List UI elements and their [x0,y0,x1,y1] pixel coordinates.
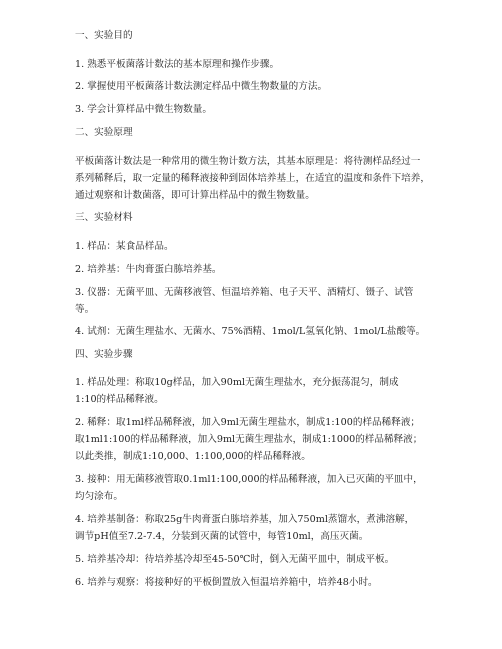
list-item: 2. 培养基：牛肉膏蛋白胨培养基。 [75,264,222,275]
list-item: 1. 样品处理：称取10g样品，加入90ml无菌生理盐水，充分振荡混匀，制成 [75,377,399,388]
paragraph-line: 平板菌落计数法是一种常用的微生物计数方法，其基本原理是：将待测样品经过一 [75,156,421,167]
list-item: 2. 稀释：取1ml样品稀释液，加入9ml无菌生理盐水，制成1:100的样品稀释液； [75,417,421,428]
section-heading-purpose: 一、实验目的 [75,30,133,41]
list-item: 2. 掌握使用平板菌落计数法测定样品中微生物数量的方法。 [75,81,328,92]
list-item-continuation: 以此类推，制成1:10,000、1:100,000的样品稀释液。 [75,451,311,462]
list-item: 4. 试剂：无菌生理盐水、无菌水、75%酒精、1mol/L氢氧化钠、1mol/L盐酸等。 [75,326,426,337]
section-heading-materials: 三、实验材料 [75,212,133,223]
list-item-continuation: 调节pH值至7.2-7.4，分装到灭菌的试管中，每管10ml，高压灭菌。 [75,531,369,542]
list-item: 5. 培养基冷却：待培养基冷却至45-50℃时，倒入无菌平皿中，制成平板。 [75,554,395,565]
list-item-continuation: 等。 [75,304,95,315]
list-item-continuation: 均匀涂布。 [75,491,123,502]
section-heading-procedure: 四、实验步骤 [75,349,133,360]
section-heading-principle: 二、实验原理 [75,127,133,138]
list-item: 3. 学会计算样品中微生物数量。 [75,104,212,115]
list-item: 1. 熟悉平板菌落计数法的基本原理和操作步骤。 [75,59,280,70]
list-item: 1. 样品：某食品样品。 [75,241,174,252]
list-item: 3. 仪器：无菌平皿、无菌移液管、恒温培养箱、电子天平、酒精灯、镊子、试管 [75,287,414,298]
list-item: 6. 培养与观察：将接种好的平板倒置放入恒温培养箱中，培养48小时。 [75,577,378,588]
list-item: 3. 接种：用无菌移液管取0.1ml1:100,000的样品稀释液，加入已灭菌的平皿中， [75,474,423,485]
list-item: 4. 培养基制备：称取25g牛肉膏蛋白胨培养基，加入750ml蒸馏水，煮沸溶解， [75,514,415,525]
list-item-continuation: 1:10的样品稀释液。 [75,394,164,405]
list-item-continuation: 取1ml1:100的样品稀释液，加入9ml无菌生理盐水，制成1:1000的样品稀释液； [75,434,423,445]
paragraph-line: 通过观察和计数菌落，即可计算出样品中的微生物数量。 [75,190,315,201]
paragraph-line: 系列稀释后，取一定量的稀释液接种到固体培养基上，在适宜的温度和条件下培养， [75,173,430,184]
